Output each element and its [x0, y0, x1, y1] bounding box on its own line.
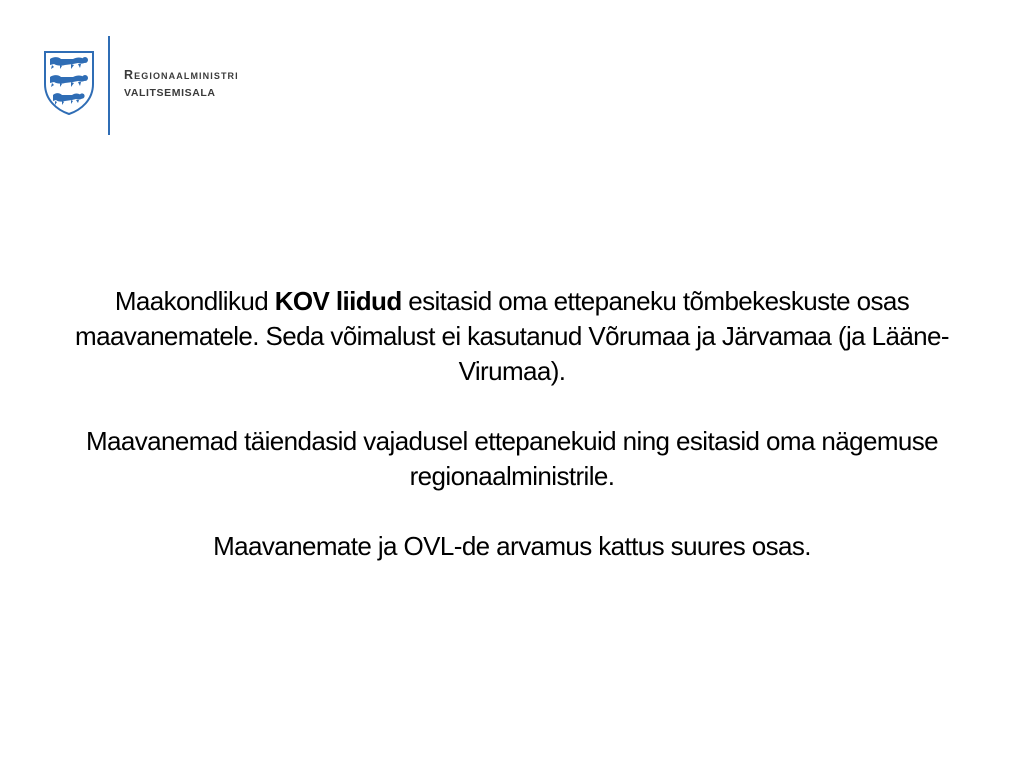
ministry-name-line1: Regionaalministri — [124, 68, 239, 82]
ministry-name-line2: VALITSEMISALA — [124, 87, 216, 99]
estonian-coat-of-arms-icon — [43, 50, 95, 116]
logo-divider — [108, 36, 110, 135]
paragraph1-rest: esitasid oma ettepaneku tõmbekeskuste osas maavanematele. Seda võimalust ei kasutanud Võrumaa ja Järvamaa (ja Lääne-Virumaa). — [75, 286, 949, 386]
paragraph-maavanemad: Maavanemad täiendasid vajadusel ettepanekuid ning esitasid oma nägemuse regionaalministrile. — [85, 426, 939, 491]
slide-body — [40, 284, 984, 564]
paragraph-kov-liidud — [40, 284, 984, 389]
paragraph-ovl: Maavanemate ja OVL-de arvamus kattus suures osas. — [213, 531, 811, 561]
ministry-name — [124, 66, 239, 102]
paragraph1-lead: Maakondlikud — [114, 286, 275, 316]
kov-liidud-term: KOV liidud — [274, 286, 402, 316]
